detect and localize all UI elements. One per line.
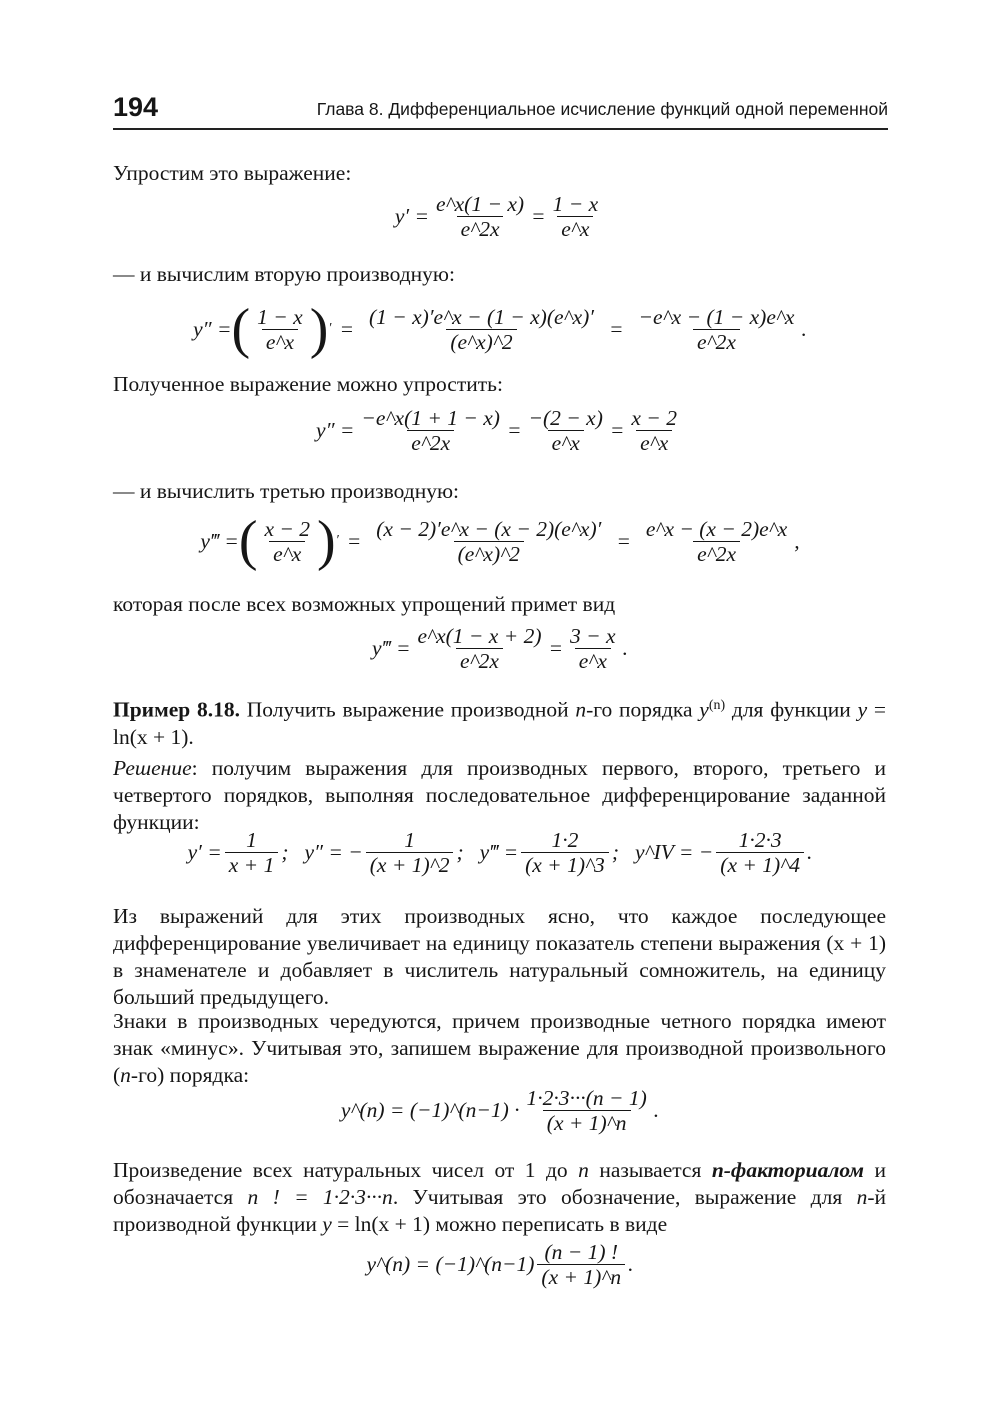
page-number: 194	[113, 92, 159, 122]
equation-first-derivative: y′ = $\frac{e\^{}x(1 - x)}{e\^{}2x}$ = $\frac{1 - x}{e\^{}x}$	[0, 192, 1000, 241]
eq1-fraction-1: $\frac{e\^{}x(1 - x)}{e\^{}2x}$	[436, 192, 525, 241]
paragraph-simplify: Упростим это выражение:	[113, 161, 352, 185]
paragraph-third-derivative: — и вычислить третью производную:	[113, 479, 459, 503]
paragraph-signs: Знаки в производных чередуются, причем производные четного порядка имеют знак «минус». Учитывая это, запишем выражение для производной произвольного (n-го) порядка:	[113, 1009, 886, 1087]
term-factorial: n-факториалом	[711, 1158, 865, 1182]
paragraph-second-derivative: — и вычислим вторую производную:	[113, 262, 455, 286]
page-header	[113, 92, 888, 130]
paragraph-observation: Из выражений для этих производных ясно, что каждое последующее дифференцирование увеличивает на единицу показатель степени выражения (x + 1) в знаменателе и добавляет в числитель натуральный сомножитель, на единицу больший предыдущего.	[113, 904, 886, 1009]
equation-third-derivative-simplified: y‴ = $\frac{e\^{}x(1 - x + 2)}{e\^{}2x}$ = $\frac{3 - x}{e\^{}x}$ .	[372, 624, 628, 673]
equation-second-derivative: y″ = ( $\frac{1 - x}{e\^{}x}$ ) ′ = $\frac{(1 - x)'e\^{}x - (1 - x)(e\^{}x)'}{(e\^{}x)\^{}2}$ = $\frac{-e\^{}x - (1 - x)e\^{}x}{e\^{}2x}$ .	[193, 298, 807, 360]
equation-second-derivative-simplified: y″ = $\frac{-e\^{}x(1 + 1 - x)}{e\^{}2x}$ = $\frac{-(2 - x)}{e\^{}x}$ = $\frac{x - 2}{e\^{}x}$	[316, 406, 677, 455]
chapter-title: Глава 8. Дифференциальное исчисление функций одной переменной	[316, 99, 888, 119]
solution-label: Решение	[113, 756, 192, 780]
equation-nth-derivative-factorial: y^(n) = (−1)^(n−1) $\frac{(n - 1) !}{(x + 1)\^{}n}$ .	[366, 1240, 634, 1289]
paragraph-factorial: Произведение всех натуральных чисел от 1 до n называется n-факториалом и обозначается n ! = 1·2·3···n. Учитывая это обозначение, выражение для n-й производной функции y = ln(x + 1) можно переписать в виде	[113, 1158, 887, 1236]
example-8-18: Пример 8.18. Получить выражение производной n-го порядка $y^{(n)}$ для функции y = ln(x + 1).	[113, 697, 886, 749]
paragraph-after-simplification: которая после всех возможных упрощений примет вид	[113, 592, 616, 616]
equation-nth-derivative: y^(n) = (−1)^(n−1) · $\frac{1\cdot 2\cdot 3\cdot\cdot\cdot(n - 1)}{(x + 1)\^{}n}$ .	[340, 1086, 660, 1135]
eq1-fraction-2: $\frac{1 - x}{e\^{}x}$	[552, 192, 599, 241]
equation-third-derivative: y‴ = ( $\frac{x - 2}{e\^{}x}$ ) ′ = $\frac{(x - 2)'e\^{}x - (x - 2)(e\^{}x)'}{(e\^{}x)\^{}2}$ = $\frac{e\^{}x - (x - 2)e\^{}x}{e\^{}2x}$ ,	[200, 510, 800, 572]
eq1-lhs: y′ =	[394, 204, 430, 228]
paragraph-can-simplify: Полученное выражение можно упростить:	[113, 372, 503, 396]
equation-derivatives-list: y′ = $\frac{1}{x + 1}$ ; y″ = − $\frac{1}{(x + 1)\^{}2}$ ; y‴ = $\frac{1\cdot 2}{(x + 1)\^{}3}$ ; y^IV = − $\frac{1\cdot 2\cdot 3}{(x + 1)\^{}4}$ .	[187, 828, 813, 877]
solution-paragraph: Решение: получим выражения для производных первого, второго, третьего и четвертого порядков, выполняя последовательное дифференцирование заданной функции:	[113, 756, 886, 834]
example-label: Пример 8.18.	[113, 697, 240, 722]
